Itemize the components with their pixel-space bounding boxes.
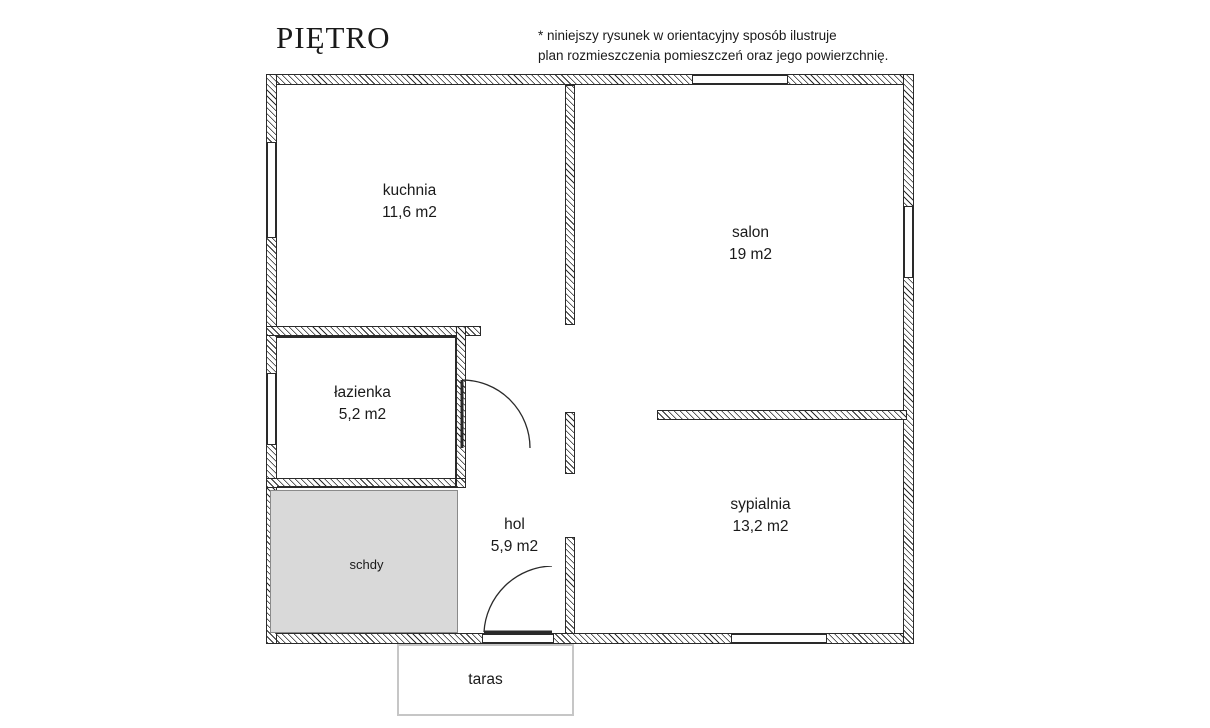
wall-interior-vertical-middle (565, 412, 575, 474)
wall-lazienka-inner-top (277, 336, 457, 338)
room-name-kuchnia: kuchnia (382, 182, 437, 199)
room-name-salon: salon (731, 224, 770, 241)
disclaimer-line-1: * niniejszy rysunek w orientacyjny sposób ilustruje (538, 28, 837, 43)
room-area-kuchnia: 11,6 m2 (382, 204, 437, 221)
door-hol-icon (482, 566, 558, 638)
wall-lazienka-inner-right (455, 336, 457, 488)
window-left-lazienka (267, 373, 276, 445)
wall-interior-salon-sypialnia (657, 410, 907, 420)
room-label-hol (432, 514, 597, 558)
room-name-sypialnia: sypialnia (730, 496, 791, 513)
room-label-taras (403, 669, 568, 691)
room-name-taras: taras (468, 671, 503, 688)
window-right-salon (904, 206, 913, 278)
room-area-sypialnia: 13,2 m2 (732, 518, 789, 535)
room-label-salon (668, 222, 833, 266)
wall-exterior-right (903, 74, 914, 644)
room-name-schody: schdy (349, 557, 384, 572)
room-label-sypialnia (678, 494, 843, 538)
room-area-hol: 5,9 m2 (490, 538, 539, 555)
window-bottom-sypialnia (731, 634, 827, 643)
window-left-kuchnia (267, 142, 276, 238)
wall-interior-kuchnia-bottom (266, 326, 481, 336)
wall-interior-vertical-upper (565, 85, 575, 325)
disclaimer-line-2: plan rozmieszczenia pomieszczeń oraz jego powierzchnię. (538, 48, 889, 63)
room-area-lazienka: 5,2 m2 (338, 406, 387, 423)
room-label-kuchnia (327, 180, 492, 224)
room-name-lazienka: łazienka (334, 384, 391, 401)
room-area-salon: 19 m2 (728, 246, 773, 263)
wall-lazienka-inner-bottom (277, 486, 457, 488)
room-name-hol: hol (504, 516, 525, 533)
page-title: PIĘTRO (276, 20, 391, 55)
room-label-schody (284, 554, 449, 576)
room-label-lazienka (280, 382, 445, 426)
wall-exterior-top (266, 74, 914, 85)
door-lazienka-icon (460, 378, 536, 454)
window-top-salon (692, 75, 788, 84)
